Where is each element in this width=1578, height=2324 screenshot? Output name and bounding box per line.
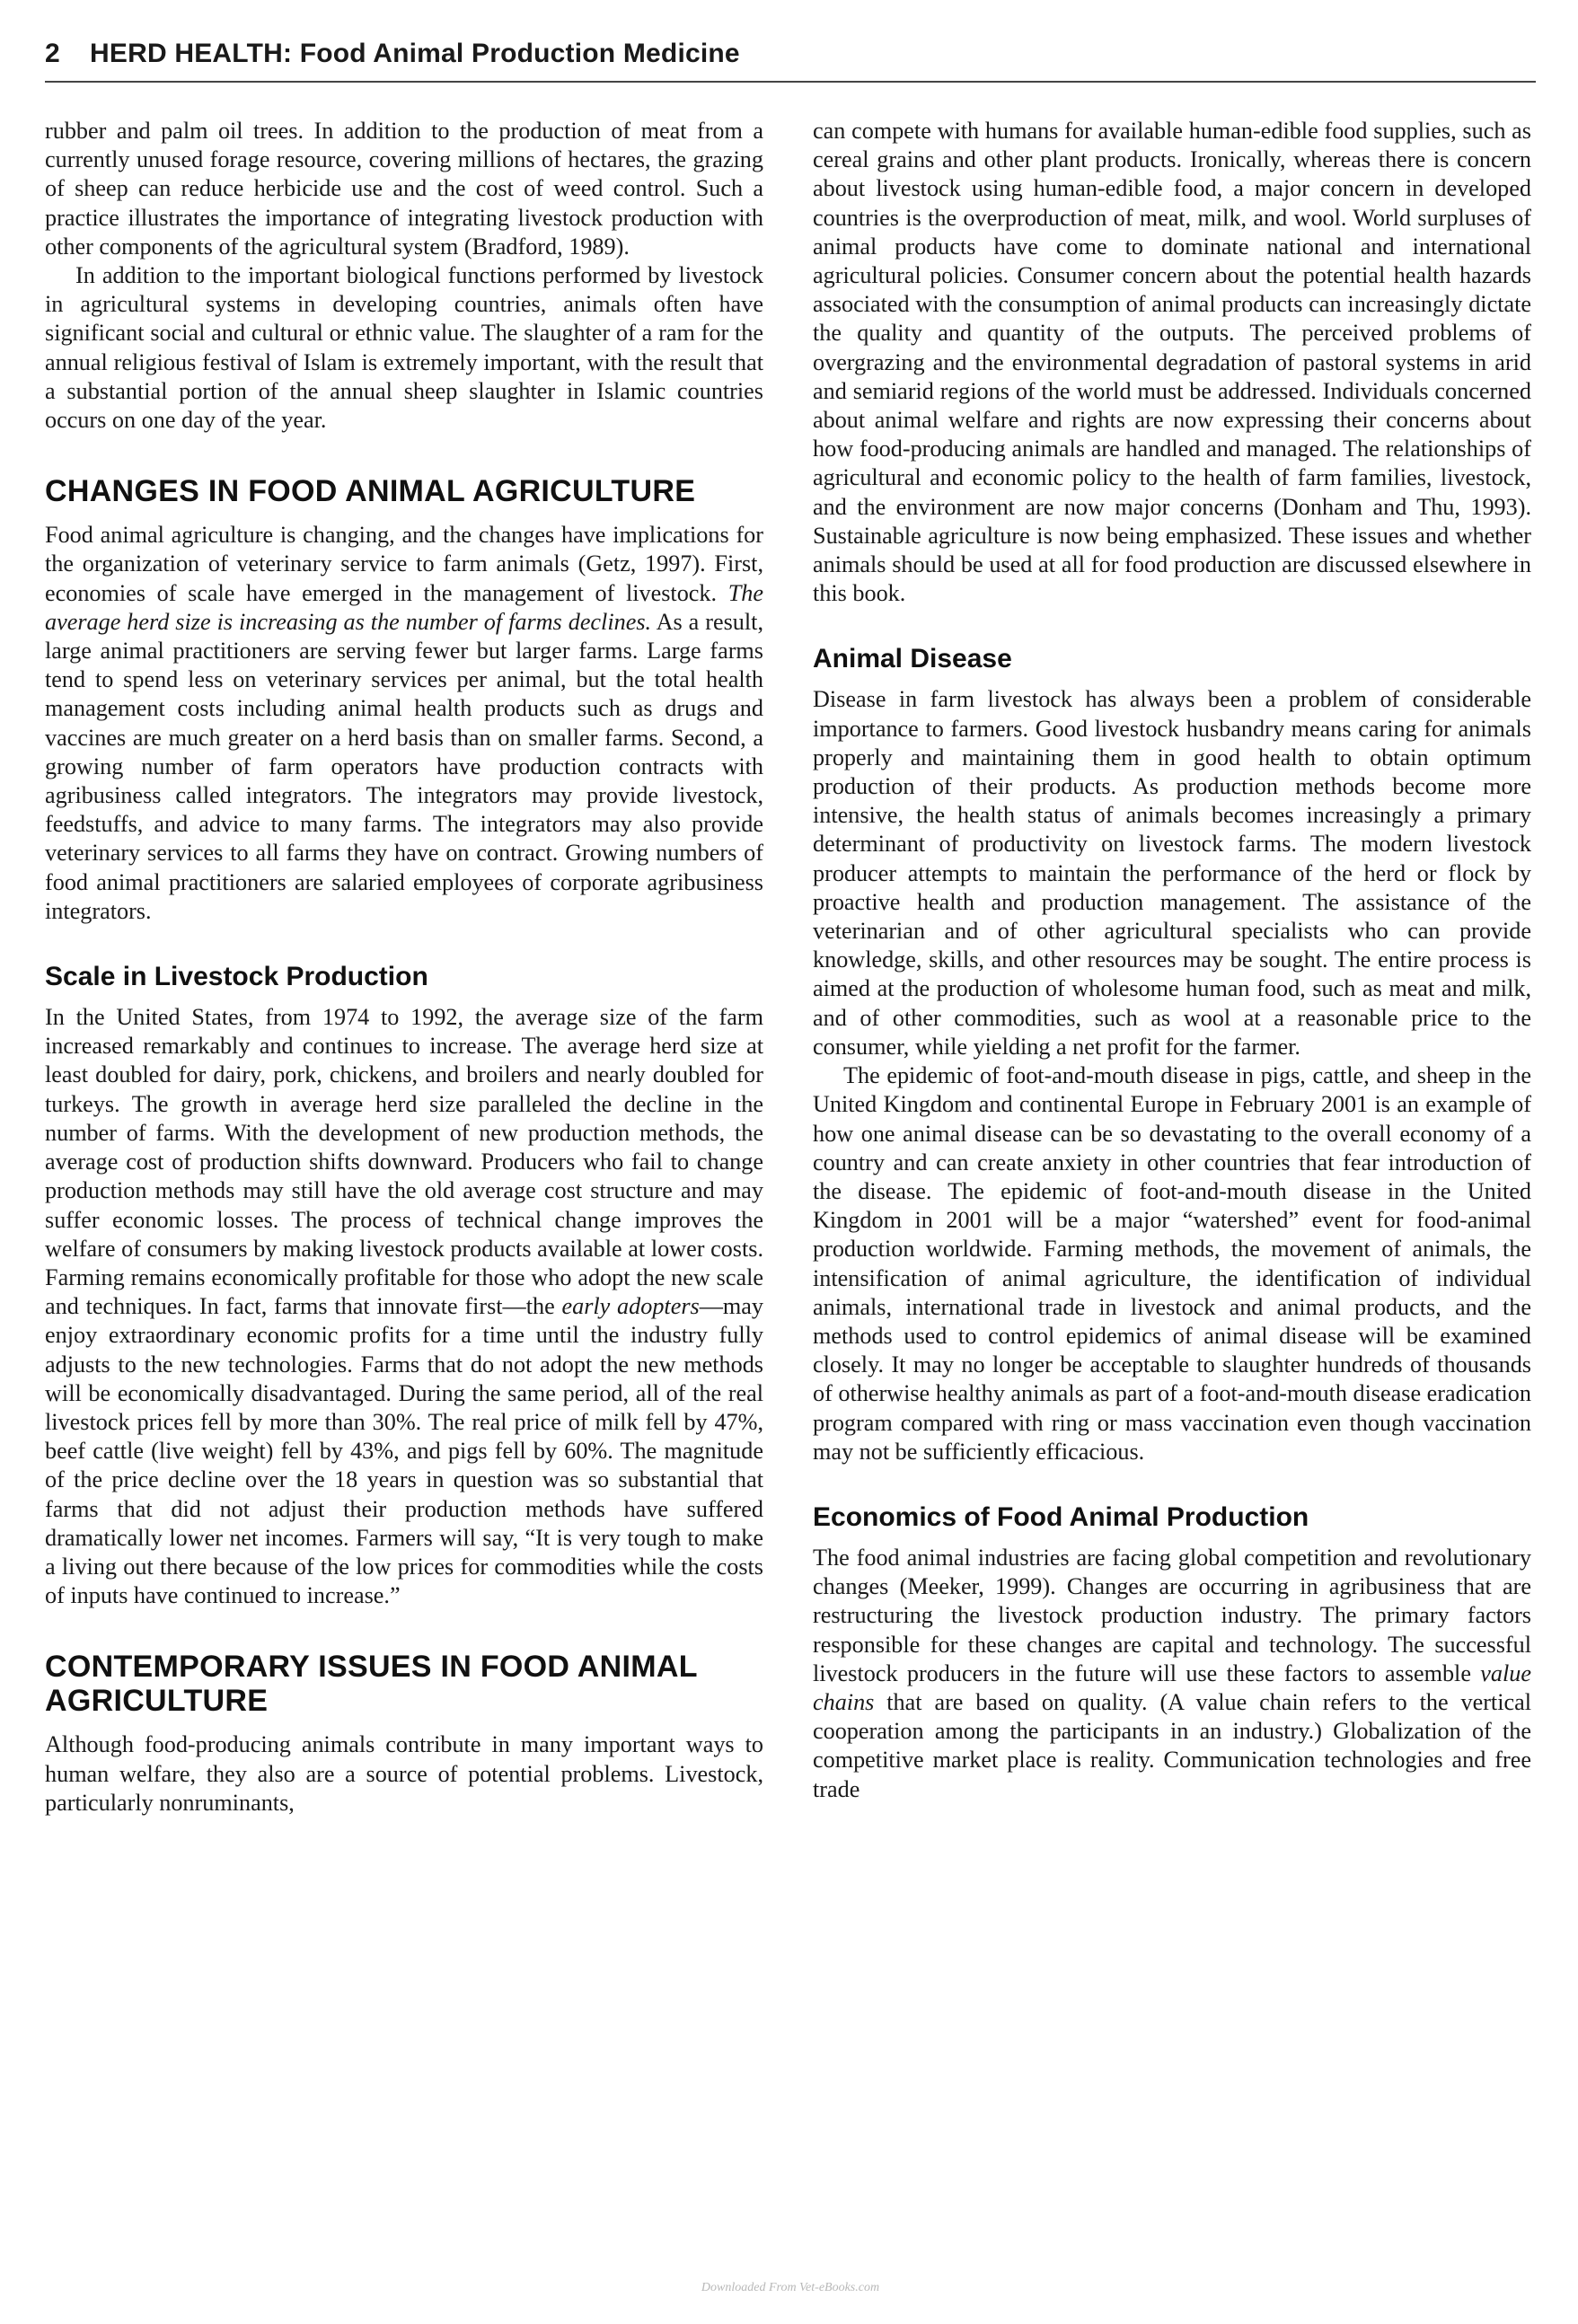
running-title-rest: Food Animal Production Medicine xyxy=(292,39,740,68)
section-heading-contemporary: CONTEMPORARY ISSUES IN FOOD ANIMAL AGRICULTURE xyxy=(45,1650,698,1719)
text-run: The food animal industries are facing global competition and revolutionary changes (Meeker, 1999). Changes are occurring in agribusiness that are restructuring the livestock production industry. The primary factors responsible for these changes are capital and technology. The successful livestock producers in the future will use these factors to assemble xyxy=(813,1544,1531,1686)
subsection-heading-economics: Economics of Food Animal Production xyxy=(813,1501,1309,1532)
text-run: In the United States, from 1974 to 1992, the average size of the farm increased remarkably and continues to increase. The average herd size at least doubled for dairy, pork, chickens, and broilers and nearly doubled for turkeys. The growth in average herd size paralleled the decline in the number of farms. With the development of new production methods, the average cost of production shifts downward. Producers who fail to change production methods may still have the old average cost structure and may suffer economic losses. The process of technical change improves the welfare of consumers by making livestock products available at lower costs. Farming remains economically profitable for those who adopt the new scale and techniques. In fact, farms that innovate first—the xyxy=(45,1004,763,1320)
emphasis-text: early adopters xyxy=(561,1293,700,1320)
section-heading-changes: CHANGES IN FOOD ANIMAL AGRICULTURE xyxy=(45,474,696,509)
subsection-heading-scale: Scale in Livestock Production xyxy=(45,962,428,992)
running-head xyxy=(45,27,1536,83)
paragraph xyxy=(45,521,763,926)
download-watermark: Downloaded From Vet-eBooks.com xyxy=(701,2281,880,2294)
paragraph: Although food-producing animals contribute in many important ways to human welfare, they also are a source of potential problems. Livestock, particularly nonruminants, xyxy=(45,1731,763,1816)
left-column xyxy=(45,117,763,1818)
emphasis-text: The average herd size is increasing as the number of farms declines. xyxy=(45,579,763,635)
text-run: As a result, large animal practitioners are serving fewer but larger farms. Large farms tend to spend less on veterinary services per animal, but the total health management costs including animal health products such as drugs and vaccines are much greater on a herd basis than on smaller farms. Second, a growing number of farm operators have production contracts with agribusiness called integrators. The integrators may provide livestock, feedstuffs, and advice to many farms. The integrators may also provide veterinary services to all farms they have on contract. Growing numbers of food animal practitioners are salaried employees of corporate agribusiness integrators. xyxy=(45,608,763,924)
paragraph: Disease in farm livestock has always been a problem of considerable importance to farmers. Good livestock husbandry means caring for animals properly and maintaining them in good health to obtain optimum production of their products. As production methods become more intensive, the health status of animals becomes increasingly a primary determinant of productivity on livestock farms. The modern livestock producer attempts to maintain the performance of the herd or flock by proactive health and production management. The assistance of the veterinarian and of other agricultural specialists who can provide knowledge, skills, and other resources may be sought. The entire process is aimed at the production of wholesome human food, such as meat and milk, and of other commodities, such as wool at a reasonable price to the consumer, while yielding a net profit for the farmer. xyxy=(813,686,1531,1060)
text-run: Food animal agriculture is changing, and the changes have implications for the organization of veterinary service to farm animals (Getz, 1997). First, economies of scale have emerged in the management of livestock. xyxy=(45,522,763,606)
paragraph: rubber and palm oil trees. In addition to the production of meat from a currently unused forage resource, covering millions of hectares, the grazing of sheep can reduce herbicide use and the cost of weed control. Such a practice illustrates the importance of integrating livestock production with other components of the agricultural system (Bradford, 1989). xyxy=(45,118,763,260)
emphasis-text: value chains xyxy=(813,1659,1531,1715)
paragraph xyxy=(45,1003,763,1610)
text-run: —may enjoy extraordinary economic profits for a time until the industry fully adjusts to the new technologies. Farms that do not adopt the new methods will be economically disadvantaged. During the same period, all of the real livestock prices fell by more than 30%. The real price of milk fell by 47%, beef cattle (live weight) fell by 43%, and pigs fell by 60%. The magnitude of the price decline over the 18 years in question was so substantial that farms that did not adjust their production methods have suffered dramatically lower net incomes. Farmers will say, “It is very tough to make a living out there because of the low prices for commodities while the costs of inputs have continued to increase.” xyxy=(45,1293,763,1609)
right-column xyxy=(813,117,1531,1804)
paragraph xyxy=(813,1544,1531,1804)
running-title-bold: HERD HEALTH: xyxy=(90,39,293,68)
running-title xyxy=(90,39,740,69)
text-run: that are based on quality. (A value chain refers to the vertical cooperation among the participants in an industry.) Globalization of the competitive market place is reality. Communication technologies and free trade xyxy=(813,1688,1531,1802)
page-number: 2 xyxy=(45,39,60,68)
paragraph: The epidemic of foot-and-mouth disease in pigs, cattle, and sheep in the United Kingdom and continental Europe in February 2001 is an example of how one animal disease can be so devastating to the overall economy of a country and can create anxiety in other countries that fear introduction of the disease. The epidemic of foot-and-mouth disease in the United Kingdom in 2001 will be a major “watershed” event for food-animal production worldwide. Farming methods, the movement of animals, the intensification of animal agriculture, the identification of individual animals, international trade in livestock and animal products, and the methods used to control epidemics of animal disease will be examined closely. It may no longer be acceptable to slaughter hundreds of thousands of otherwise healthy animals as part of a foot-and-mouth disease eradication program compared with ring or mass vaccination even though vaccination may not be sufficiently efficacious. xyxy=(813,1062,1531,1465)
paragraph: In addition to the important biological functions performed by livestock in agricultural systems in developing countries, animals often have significant social and cultural or ethnic value. The slaughter of a ram for the annual religious festival of Islam is extremely important, with the result that a substantial portion of the annual sheep slaughter in Islamic countries occurs on one day of the year. xyxy=(45,262,763,434)
subsection-heading-disease: Animal Disease xyxy=(813,644,1012,674)
paragraph: can compete with humans for available human-edible food supplies, such as cereal grains and other plant products. Ironically, whereas there is concern about livestock using human-edible food, a major concern in developed countries is the overproduction of meat, milk, and wool. World surpluses of animal products have come to dominate national and international agricultural policies. Consumer concern about the potential health hazards associated with the consumption of animal products can increasingly dictate the quality and quantity of the outputs. The perceived problems of overgrazing and the environmental degradation of pastoral systems in arid and semiarid regions of the world must be addressed. Individuals concerned about animal welfare and rights are now expressing their concerns about how food-producing animals are handled and managed. The relationships of agricultural and economic policy to the health of farm families, livestock, and the environment are now major concerns (Donham and Thu, 1993). Sustainable agriculture is now being emphasized. These issues and whether animals should be used at all for food production are discussed elsewhere in this book. xyxy=(813,118,1531,607)
